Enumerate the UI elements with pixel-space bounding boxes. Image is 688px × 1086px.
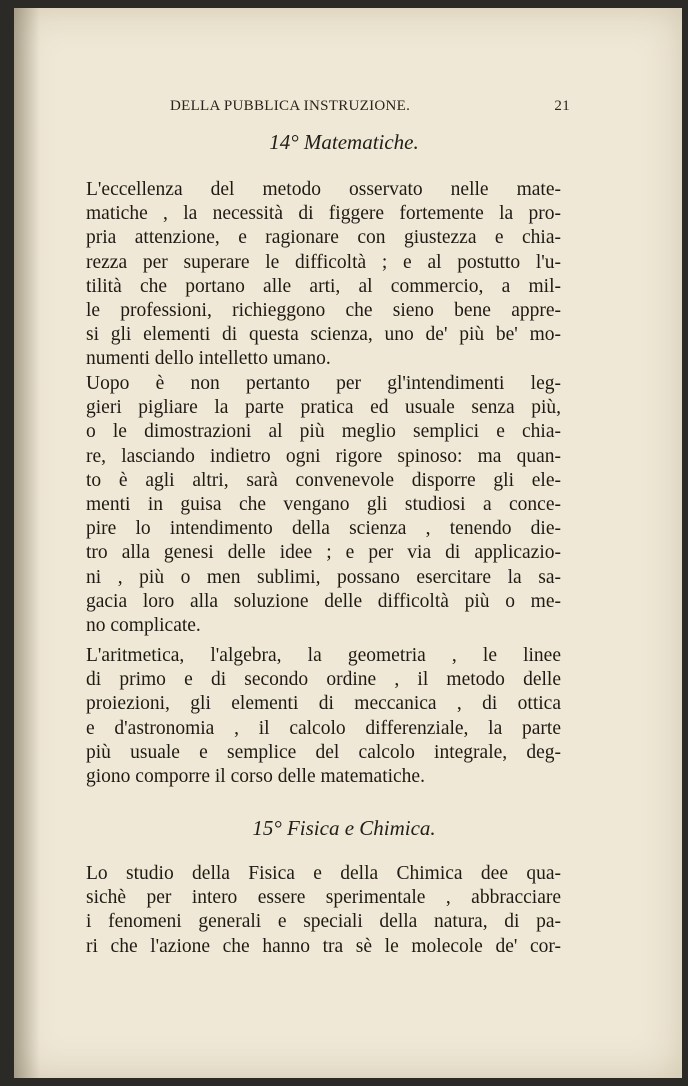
page-number: 21 bbox=[554, 98, 570, 114]
text-line: sichè per intero essere sperimentale , abbracciare bbox=[86, 887, 561, 909]
text-line: L'eccellenza del metodo osservato nelle mate- bbox=[86, 179, 561, 200]
section-heading-fisica-chimica: 15° Fisica e Chimica. bbox=[252, 816, 436, 840]
paragraph-1 bbox=[86, 178, 561, 372]
text-line: i fenomeni generali e speciali della natura, di pa- bbox=[86, 911, 561, 933]
text-line: gieri pigliare la parte pratica ed usuale senza più, bbox=[86, 397, 561, 419]
text-line: pire lo intendimento della scienza , tenendo die- bbox=[86, 518, 561, 540]
text-line: numenti dello intelletto umano. bbox=[86, 348, 331, 370]
text-line: Uopo è non pertanto per gl'intendimenti leg- bbox=[86, 373, 561, 394]
text-line: ri che l'azione che hanno tra sè le molecole de' cor- bbox=[86, 935, 561, 957]
text-line: proiezioni, gli elementi di meccanica , di ottica bbox=[86, 693, 561, 715]
paragraph-4 bbox=[86, 862, 561, 959]
text-line: Lo studio della Fisica e della Chimica dee qua- bbox=[86, 863, 561, 884]
text-line: rezza per superare le difficoltà ; e al postutto l'u- bbox=[86, 251, 561, 273]
text-line: le professioni, richieggono che sieno bene appre- bbox=[86, 300, 561, 322]
page-gutter bbox=[14, 8, 40, 1078]
text-line: tro alla genesi delle idee ; e per via di applicazio- bbox=[86, 542, 561, 564]
running-head-title: DELLA PUBBLICA INSTRUZIONE. bbox=[170, 98, 411, 114]
text-line: tilità che portano alle arti, al commercio, a mil- bbox=[86, 275, 561, 297]
text-line: o le dimostrazioni al più meglio semplici e chia- bbox=[86, 421, 561, 443]
running-head bbox=[170, 98, 590, 115]
paragraph-3 bbox=[86, 644, 561, 789]
text-line: no complicate. bbox=[86, 615, 201, 637]
text-line: di primo e di secondo ordine , il metodo delle bbox=[86, 669, 561, 691]
text-line: L'aritmetica, l'algebra, la geometria , le linee bbox=[86, 645, 561, 666]
text-line: menti in guisa che vengano gli studiosi a conce- bbox=[86, 494, 561, 516]
text-line: giono comporre il corso delle matematiche. bbox=[86, 766, 425, 788]
text-line: ni , più o men sublimi, possano esercitare la sa- bbox=[86, 566, 561, 588]
text-line: più usuale e semplice del calcolo integrale, deg- bbox=[86, 741, 561, 763]
text-line: e d'astronomia , il calcolo differenziale, la parte bbox=[86, 717, 561, 739]
text-line: to è agli altri, sarà convenevole disporre gli ele- bbox=[86, 469, 561, 491]
paragraph-2 bbox=[86, 372, 561, 638]
text-line: re, lasciando indietro ogni rigore spinoso: ma quan- bbox=[86, 445, 561, 467]
text-line: pria attenzione, e ragionare con giustezza e chia- bbox=[86, 227, 561, 249]
text-line: si gli elementi di questa scienza, uno de' più be' mo- bbox=[86, 324, 561, 346]
section-heading-matematiche: 14° Matematiche. bbox=[269, 130, 419, 154]
text-line: gacia loro alla soluzione delle difficoltà più o me- bbox=[86, 590, 561, 612]
text-line: matiche , la necessità di figgere fortemente la pro- bbox=[86, 203, 561, 225]
